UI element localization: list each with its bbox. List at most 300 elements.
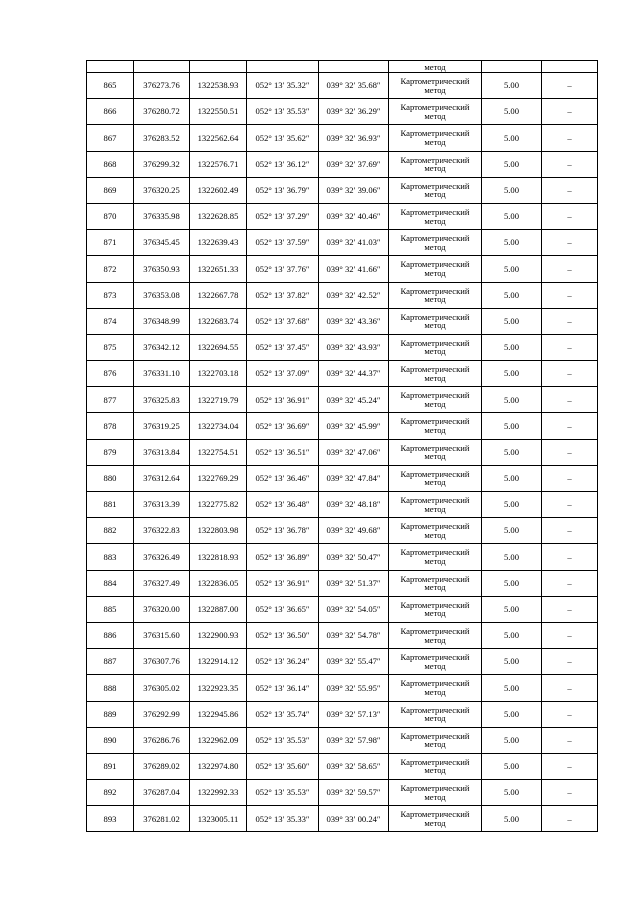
method-cell xyxy=(389,806,482,832)
accuracy-cell: 5.00 xyxy=(482,727,542,753)
accuracy-cell: 5.00 xyxy=(482,387,542,413)
y-coordinate-cell: 1322683.74 xyxy=(190,308,247,334)
latitude-cell: 052° 13′ 36.46″ xyxy=(247,465,319,491)
method-cell xyxy=(389,256,482,282)
accuracy-cell: 5.00 xyxy=(482,675,542,701)
method-line-1: Картометрический xyxy=(400,128,470,139)
note-cell: – xyxy=(542,780,598,806)
method-line-1: Картометрический xyxy=(400,599,470,610)
point-number-cell: 878 xyxy=(87,413,134,439)
method-line-1: Картометрический xyxy=(400,233,470,244)
x-coordinate-cell: 376320.25 xyxy=(134,177,190,203)
table-body xyxy=(87,61,598,832)
longitude-cell: 039° 32′ 54.78″ xyxy=(319,622,389,648)
table-row xyxy=(87,439,598,465)
method-line-2: метод xyxy=(424,529,446,540)
accuracy-cell: 5.00 xyxy=(482,413,542,439)
latitude-cell: 052° 13′ 36.79″ xyxy=(247,177,319,203)
method-cell xyxy=(389,622,482,648)
method-cell-continued: метод xyxy=(389,61,482,73)
point-number-cell: 867 xyxy=(87,125,134,151)
y-coordinate-cell: 1322719.79 xyxy=(190,387,247,413)
method-line-2: метод xyxy=(424,686,446,697)
x-coordinate-cell: 376342.12 xyxy=(134,334,190,360)
latitude-cell: 052° 13′ 35.53″ xyxy=(247,99,319,125)
note-cell: – xyxy=(542,125,598,151)
method-line-1: Картометрический xyxy=(400,76,470,86)
method-cell xyxy=(389,465,482,491)
method-cell xyxy=(389,308,482,334)
method-line-1: Картометрический xyxy=(400,180,470,191)
latitude-cell: 052° 13′ 36.91″ xyxy=(247,570,319,596)
accuracy-cell: 5.00 xyxy=(482,492,542,518)
x-coordinate-cell: 376320.00 xyxy=(134,596,190,622)
method-line-2: метод xyxy=(424,817,446,828)
latitude-cell: 052° 13′ 35.33″ xyxy=(247,806,319,832)
method-line-2: метод xyxy=(424,163,446,174)
table-row xyxy=(87,753,598,779)
method-cell xyxy=(389,727,482,753)
point-number-cell: 871 xyxy=(87,230,134,256)
y-coordinate-cell: 1322923.35 xyxy=(190,675,247,701)
x-coordinate-cell: 376287.04 xyxy=(134,780,190,806)
longitude-cell: 039° 32′ 51.37″ xyxy=(319,570,389,596)
x-coordinate-cell: 376289.02 xyxy=(134,753,190,779)
point-number-cell: 883 xyxy=(87,544,134,570)
method-line-1: Картометрический xyxy=(400,154,470,165)
method-cell xyxy=(389,492,482,518)
latitude-cell: 052° 13′ 36.24″ xyxy=(247,649,319,675)
note-cell: – xyxy=(542,203,598,229)
latitude-cell: 052° 13′ 37.45″ xyxy=(247,334,319,360)
y-coordinate-cell: 1322550.51 xyxy=(190,99,247,125)
latitude-cell: 052° 13′ 35.53″ xyxy=(247,780,319,806)
y-coordinate-cell: 1322803.98 xyxy=(190,518,247,544)
note-cell: – xyxy=(542,596,598,622)
x-coordinate-cell: 376331.10 xyxy=(134,361,190,387)
method-cell xyxy=(389,649,482,675)
table-row xyxy=(87,675,598,701)
method-line-2: метод xyxy=(424,241,446,252)
table-row xyxy=(87,492,598,518)
method-cell xyxy=(389,230,482,256)
note-cell: – xyxy=(542,439,598,465)
method-line-2: метод xyxy=(424,346,446,357)
method-line-2: метод xyxy=(424,372,446,383)
y-coordinate-cell: 1322992.33 xyxy=(190,780,247,806)
table-row xyxy=(87,518,598,544)
accuracy-cell: 5.00 xyxy=(482,439,542,465)
accuracy-cell: 5.00 xyxy=(482,518,542,544)
x-coordinate-cell: 376281.02 xyxy=(134,806,190,832)
y-coordinate-cell: 1322974.80 xyxy=(190,753,247,779)
latitude-cell: 052° 13′ 36.78″ xyxy=(247,518,319,544)
latitude-cell: 052° 13′ 37.76″ xyxy=(247,256,319,282)
table-row xyxy=(87,256,598,282)
x-coordinate-cell: 376305.02 xyxy=(134,675,190,701)
table-row xyxy=(87,727,598,753)
note-cell: – xyxy=(542,413,598,439)
note-cell: – xyxy=(542,334,598,360)
method-cell xyxy=(389,387,482,413)
x-coordinate-cell: 376313.84 xyxy=(134,439,190,465)
y-coordinate-cell: 1322667.78 xyxy=(190,282,247,308)
note-cell: – xyxy=(542,465,598,491)
accuracy-cell: 5.00 xyxy=(482,622,542,648)
method-cell xyxy=(389,282,482,308)
x-coordinate-cell: 376348.99 xyxy=(134,308,190,334)
longitude-cell: 039° 32′ 54.05″ xyxy=(319,596,389,622)
note-cell: – xyxy=(542,177,598,203)
y-coordinate-cell: 1322734.04 xyxy=(190,413,247,439)
accuracy-cell: 5.00 xyxy=(482,256,542,282)
method-cell xyxy=(389,596,482,622)
point-number-cell: 885 xyxy=(87,596,134,622)
x-coordinate-cell: 376299.32 xyxy=(134,151,190,177)
table-row xyxy=(87,125,598,151)
method-line-2: метод xyxy=(424,582,446,593)
method-cell xyxy=(389,675,482,701)
method-line-2: метод xyxy=(424,555,446,566)
y-coordinate-cell: 1322602.49 xyxy=(190,177,247,203)
table-row xyxy=(87,361,598,387)
method-line-2: метод xyxy=(424,189,446,200)
accuracy-cell: 5.00 xyxy=(482,465,542,491)
method-line-2: метод xyxy=(424,84,446,95)
x-coordinate-cell: 376280.72 xyxy=(134,99,190,125)
note-cell: – xyxy=(542,806,598,832)
accuracy-cell: 5.00 xyxy=(482,99,542,125)
method-line-2: метод xyxy=(424,294,446,305)
note-cell: – xyxy=(542,753,598,779)
longitude-cell: 039° 32′ 36.29″ xyxy=(319,99,389,125)
y-coordinate-cell: 1322769.29 xyxy=(190,465,247,491)
method-line-2: метод xyxy=(424,425,446,436)
accuracy-cell: 5.00 xyxy=(482,806,542,832)
longitude-cell: 039° 32′ 43.36″ xyxy=(319,308,389,334)
longitude-cell: 039° 32′ 59.57″ xyxy=(319,780,389,806)
longitude-cell: 039° 32′ 55.95″ xyxy=(319,675,389,701)
point-number-cell: 868 xyxy=(87,151,134,177)
y-coordinate-cell: 1322836.05 xyxy=(190,570,247,596)
method-cell xyxy=(389,518,482,544)
y-coordinate-cell: 1322775.82 xyxy=(190,492,247,518)
x-coordinate-cell: 376322.83 xyxy=(134,518,190,544)
table-row xyxy=(87,806,598,832)
note-cell: – xyxy=(542,544,598,570)
point-number-cell: 890 xyxy=(87,727,134,753)
point-number-cell: 889 xyxy=(87,701,134,727)
longitude-cell: 039° 32′ 40.46″ xyxy=(319,203,389,229)
x-coordinate-cell: 376350.93 xyxy=(134,256,190,282)
latitude-cell: 052° 13′ 35.74″ xyxy=(247,701,319,727)
point-number-cell: 870 xyxy=(87,203,134,229)
accuracy-cell: 5.00 xyxy=(482,203,542,229)
x-coordinate-cell: 376326.49 xyxy=(134,544,190,570)
y-coordinate-cell: 1322945.86 xyxy=(190,701,247,727)
table-row xyxy=(87,99,598,125)
longitude-cell: 039° 32′ 49.68″ xyxy=(319,518,389,544)
point-number-cell: 873 xyxy=(87,282,134,308)
note-cell: – xyxy=(542,387,598,413)
y-coordinate-cell: 1323005.11 xyxy=(190,806,247,832)
point-number-cell: 881 xyxy=(87,492,134,518)
method-line-2: метод xyxy=(424,451,446,462)
coordinates-table xyxy=(86,60,598,832)
method-line-1: Картометрический xyxy=(400,547,470,558)
accuracy-cell: 5.00 xyxy=(482,282,542,308)
method-line-1: Картометрический xyxy=(400,206,470,217)
method-line-1: Картометрический xyxy=(400,652,470,663)
longitude-cell: 039° 33′ 00.24″ xyxy=(319,806,389,832)
method-line-2: метод xyxy=(424,320,446,331)
method-line-1: Картометрический xyxy=(400,521,470,532)
latitude-cell: 052° 13′ 35.32″ xyxy=(247,73,319,99)
accuracy-cell: 5.00 xyxy=(482,151,542,177)
note-cell: – xyxy=(542,675,598,701)
method-line-2: метод xyxy=(424,136,446,147)
table-row xyxy=(87,413,598,439)
method-line-2: метод xyxy=(424,110,446,121)
y-coordinate-cell: 1322818.93 xyxy=(190,544,247,570)
method-cell xyxy=(389,361,482,387)
method-cell xyxy=(389,73,482,99)
method-cell xyxy=(389,125,482,151)
method-cell xyxy=(389,544,482,570)
method-line-2: метод xyxy=(424,713,446,724)
longitude-cell: 039° 32′ 44.37″ xyxy=(319,361,389,387)
y-coordinate-cell: 1322628.85 xyxy=(190,203,247,229)
accuracy-cell: 5.00 xyxy=(482,177,542,203)
x-coordinate-cell: 376273.76 xyxy=(134,73,190,99)
accuracy-cell: 5.00 xyxy=(482,701,542,727)
longitude-cell: 039° 32′ 47.06″ xyxy=(319,439,389,465)
point-number-cell: 886 xyxy=(87,622,134,648)
point-number-cell: 893 xyxy=(87,806,134,832)
method-line-2: метод xyxy=(424,660,446,671)
latitude-cell: 052° 13′ 37.29″ xyxy=(247,203,319,229)
method-line-1: Картометрический xyxy=(400,337,470,348)
method-line-2: метод xyxy=(424,608,446,619)
longitude-cell: 039° 32′ 43.93″ xyxy=(319,334,389,360)
table-row xyxy=(87,334,598,360)
point-number-cell: 874 xyxy=(87,308,134,334)
method-cell xyxy=(389,334,482,360)
x-coordinate-cell: 376319.25 xyxy=(134,413,190,439)
method-line-2: метод xyxy=(424,791,446,802)
x-coordinate-cell: 376325.83 xyxy=(134,387,190,413)
point-number-cell: 888 xyxy=(87,675,134,701)
point-number-cell: 865 xyxy=(87,73,134,99)
table-row xyxy=(87,308,598,334)
method-line-1: Картометрический xyxy=(400,468,470,479)
accuracy-cell: 5.00 xyxy=(482,308,542,334)
accuracy-cell: 5.00 xyxy=(482,230,542,256)
note-cell: – xyxy=(542,308,598,334)
method-cell xyxy=(389,99,482,125)
latitude-cell: 052° 13′ 37.82″ xyxy=(247,282,319,308)
method-line-1: Картометрический xyxy=(400,730,470,741)
x-coordinate-cell: 376345.45 xyxy=(134,230,190,256)
method-line-1: Картометрический xyxy=(400,783,470,794)
longitude-cell: 039° 32′ 57.98″ xyxy=(319,727,389,753)
y-coordinate-cell: 1322651.33 xyxy=(190,256,247,282)
table-row xyxy=(87,596,598,622)
x-coordinate-cell: 376335.98 xyxy=(134,203,190,229)
method-cell xyxy=(389,177,482,203)
accuracy-cell: 5.00 xyxy=(482,570,542,596)
note-cell: – xyxy=(542,256,598,282)
method-cell xyxy=(389,701,482,727)
point-number-cell: 882 xyxy=(87,518,134,544)
method-line-1: Картометрический xyxy=(400,756,470,767)
latitude-cell: 052° 13′ 36.65″ xyxy=(247,596,319,622)
latitude-cell: 052° 13′ 35.62″ xyxy=(247,125,319,151)
method-cell xyxy=(389,570,482,596)
latitude-cell: 052° 13′ 36.69″ xyxy=(247,413,319,439)
latitude-cell: 052° 13′ 36.48″ xyxy=(247,492,319,518)
table-row xyxy=(87,151,598,177)
x-coordinate-cell: 376353.08 xyxy=(134,282,190,308)
longitude-cell: 039° 32′ 41.03″ xyxy=(319,230,389,256)
table-row xyxy=(87,465,598,491)
latitude-cell: 052° 13′ 35.53″ xyxy=(247,727,319,753)
point-number-cell: 884 xyxy=(87,570,134,596)
longitude-cell: 039° 32′ 37.69″ xyxy=(319,151,389,177)
method-line-1: Картометрический xyxy=(400,495,470,505)
method-cell xyxy=(389,780,482,806)
method-line-2: метод xyxy=(424,765,446,776)
note-cell: – xyxy=(542,622,598,648)
method-line-1: Картометрический xyxy=(400,311,470,322)
point-number-cell: 875 xyxy=(87,334,134,360)
latitude-cell: 052° 13′ 36.50″ xyxy=(247,622,319,648)
note-cell: – xyxy=(542,73,598,99)
x-coordinate-cell: 376292.99 xyxy=(134,701,190,727)
y-coordinate-cell: 1322562.64 xyxy=(190,125,247,151)
accuracy-cell: 5.00 xyxy=(482,753,542,779)
point-number-cell: 876 xyxy=(87,361,134,387)
table-row xyxy=(87,701,598,727)
y-coordinate-cell: 1322576.71 xyxy=(190,151,247,177)
accuracy-cell: 5.00 xyxy=(482,125,542,151)
x-coordinate-cell: 376315.60 xyxy=(134,622,190,648)
y-coordinate-cell: 1322694.55 xyxy=(190,334,247,360)
latitude-cell: 052° 13′ 37.59″ xyxy=(247,230,319,256)
note-cell: – xyxy=(542,518,598,544)
table-row xyxy=(87,177,598,203)
latitude-cell: 052° 13′ 37.09″ xyxy=(247,361,319,387)
method-line-1: Картометрический xyxy=(400,573,470,584)
longitude-cell: 039° 32′ 39.06″ xyxy=(319,177,389,203)
accuracy-cell: 5.00 xyxy=(482,780,542,806)
x-coordinate-cell: 376286.76 xyxy=(134,727,190,753)
y-coordinate-cell: 1322914.12 xyxy=(190,649,247,675)
method-line-1: Картометрический xyxy=(400,364,470,375)
point-number-cell: 869 xyxy=(87,177,134,203)
method-line-1: Картометрический xyxy=(400,416,470,427)
y-coordinate-cell: 1322754.51 xyxy=(190,439,247,465)
accuracy-cell: 5.00 xyxy=(482,73,542,99)
method-cell xyxy=(389,413,482,439)
x-coordinate-cell: 376307.76 xyxy=(134,649,190,675)
note-cell: – xyxy=(542,701,598,727)
table-row xyxy=(87,73,598,99)
method-line-1: Картометрический xyxy=(400,390,470,401)
method-line-1: Картометрический xyxy=(400,809,470,820)
y-coordinate-cell: 1322962.09 xyxy=(190,727,247,753)
note-cell: – xyxy=(542,151,598,177)
method-line-2: метод xyxy=(424,477,446,488)
latitude-cell: 052° 13′ 36.89″ xyxy=(247,544,319,570)
table-row xyxy=(87,649,598,675)
point-number-cell: 866 xyxy=(87,99,134,125)
longitude-cell: 039° 32′ 47.84″ xyxy=(319,465,389,491)
point-number-cell: 877 xyxy=(87,387,134,413)
point-number-cell: 879 xyxy=(87,439,134,465)
table-row xyxy=(87,282,598,308)
y-coordinate-cell: 1322900.93 xyxy=(190,622,247,648)
accuracy-cell: 5.00 xyxy=(482,649,542,675)
method-line-1: Картометрический xyxy=(400,678,470,689)
accuracy-cell: 5.00 xyxy=(482,596,542,622)
y-coordinate-cell: 1322887.00 xyxy=(190,596,247,622)
method-line-2: метод xyxy=(424,267,446,278)
longitude-cell: 039° 32′ 45.24″ xyxy=(319,387,389,413)
y-coordinate-cell: 1322538.93 xyxy=(190,73,247,99)
latitude-cell: 052° 13′ 36.91″ xyxy=(247,387,319,413)
x-coordinate-cell: 376283.52 xyxy=(134,125,190,151)
longitude-cell: 039° 32′ 41.66″ xyxy=(319,256,389,282)
longitude-cell: 039° 32′ 42.52″ xyxy=(319,282,389,308)
method-line-1: Картометрический xyxy=(400,259,470,270)
point-number-cell: 887 xyxy=(87,649,134,675)
method-line-1: Картометрический xyxy=(400,625,470,636)
point-number-cell: 891 xyxy=(87,753,134,779)
x-coordinate-cell: 376312.64 xyxy=(134,465,190,491)
method-line-1: Картометрический xyxy=(400,102,470,113)
note-cell: – xyxy=(542,230,598,256)
note-cell: – xyxy=(542,727,598,753)
latitude-cell: 052° 13′ 37.68″ xyxy=(247,308,319,334)
method-line-1: Картометрический xyxy=(400,442,470,453)
method-line-2: метод xyxy=(424,398,446,409)
point-number-cell: 880 xyxy=(87,465,134,491)
accuracy-cell: 5.00 xyxy=(482,361,542,387)
table-row xyxy=(87,203,598,229)
longitude-cell: 039° 32′ 57.13″ xyxy=(319,701,389,727)
longitude-cell: 039° 32′ 45.99″ xyxy=(319,413,389,439)
y-coordinate-cell: 1322639.43 xyxy=(190,230,247,256)
note-cell: – xyxy=(542,649,598,675)
point-number-cell: 872 xyxy=(87,256,134,282)
point-number-cell: 892 xyxy=(87,780,134,806)
x-coordinate-cell: 376327.49 xyxy=(134,570,190,596)
method-line-2: метод xyxy=(424,634,446,645)
method-cell xyxy=(389,439,482,465)
latitude-cell: 052° 13′ 35.60″ xyxy=(247,753,319,779)
longitude-cell: 039° 32′ 55.47″ xyxy=(319,649,389,675)
table-row xyxy=(87,544,598,570)
method-line-2: метод xyxy=(424,503,446,514)
table-row xyxy=(87,780,598,806)
y-coordinate-cell: 1322703.18 xyxy=(190,361,247,387)
note-cell: – xyxy=(542,492,598,518)
latitude-cell: 052° 13′ 36.14″ xyxy=(247,675,319,701)
longitude-cell: 039° 32′ 35.68″ xyxy=(319,73,389,99)
latitude-cell: 052° 13′ 36.12″ xyxy=(247,151,319,177)
longitude-cell: 039° 32′ 48.18″ xyxy=(319,492,389,518)
